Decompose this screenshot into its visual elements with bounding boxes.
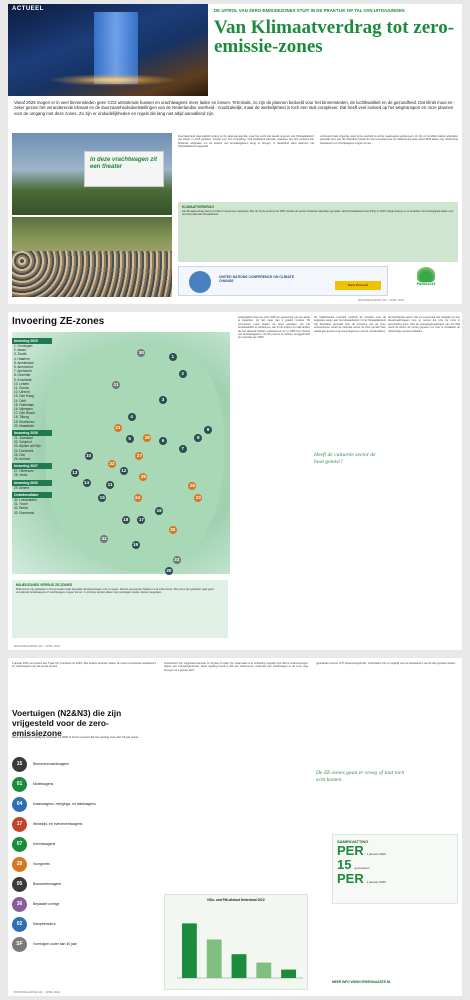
chart-bar bbox=[182, 923, 197, 978]
vehicle-code-badge: SF bbox=[12, 937, 27, 952]
legend-item: 6. Amersfoort bbox=[14, 365, 33, 370]
body-column-a: Duurzaamheid staat wellicht al lang op de nationale agenda, maar het wordt wel steeds urgenter. Het Klimaatakkoord van Parijs, in 2015 gesloten, zorgde voor een versnelling. Ook Nederland tekende, waarmee het zich verbond aan bindende afspraken om de uitstoot van broeikasgassen terug te dringen. In Nederland werd daarvoor het Klimaatakkoord opgesteld. bbox=[178, 135, 314, 149]
vehicle-label: Marktwagens bbox=[33, 782, 54, 786]
map-pin[interactable]: 22 bbox=[109, 460, 115, 466]
vehicle-row bbox=[12, 914, 156, 934]
legend-item: 14. Delft bbox=[14, 398, 26, 403]
summary-small: 1 januari 2030 bbox=[366, 880, 386, 884]
map-pin[interactable]: 4 bbox=[128, 413, 136, 421]
vehicles-title: Voertuigen (N2&N3) die zijn vrijgesteld voor de zero-emissiezone bbox=[12, 708, 122, 738]
legend-item: 1. Groningen bbox=[14, 344, 33, 348]
vehicle-label: Voertuigen ouder dan 40 jaar bbox=[33, 942, 77, 946]
legend-item: 33. Roermond bbox=[14, 510, 35, 515]
map-pin[interactable]: 6 bbox=[159, 437, 167, 445]
legend-item: 10. Leiden bbox=[14, 381, 29, 386]
legend-item: 17. Den Bosch bbox=[14, 411, 35, 416]
vehicle-row bbox=[12, 834, 156, 854]
page-1 bbox=[8, 4, 462, 304]
summary-box bbox=[332, 834, 458, 904]
milieuzones-note bbox=[12, 580, 228, 638]
paris-badge: Paris Protocol bbox=[335, 281, 381, 290]
map-pin[interactable]: 8 bbox=[194, 434, 202, 442]
chart-bar bbox=[232, 954, 247, 978]
map-pin[interactable]: 33 bbox=[174, 556, 180, 562]
legend-year: Invoering 2027 bbox=[12, 463, 52, 469]
legend-item: 19. Eindhoven bbox=[14, 419, 35, 424]
chart-bar bbox=[207, 940, 222, 979]
legend-list bbox=[12, 498, 52, 515]
vehicle-row bbox=[12, 894, 156, 914]
section-tag: ACTUEEL bbox=[12, 6, 44, 12]
map-legend bbox=[12, 336, 52, 515]
legend-year: Invoering 2030 bbox=[12, 480, 52, 486]
trailer-text: in deze vrachtwagen zit een theater bbox=[90, 157, 158, 170]
map-pin[interactable]: 17 bbox=[138, 517, 144, 523]
chart-svg bbox=[165, 902, 309, 988]
legend-item: 24. Dordrecht bbox=[14, 448, 34, 453]
map-land bbox=[46, 346, 224, 572]
page-footer: BOUWMAGAZINE 102 · APRIL 2024 bbox=[14, 990, 61, 994]
map-pin[interactable]: 25 bbox=[140, 474, 146, 479]
page-3 bbox=[8, 658, 462, 996]
hero-photo bbox=[8, 4, 208, 96]
map-pin[interactable]: 30 bbox=[138, 349, 144, 355]
map-pin[interactable]: 31 bbox=[113, 381, 119, 387]
legend-year: Invoering 2026 bbox=[12, 430, 52, 436]
summary-small: gemeenten bbox=[354, 866, 370, 870]
legend-item: 31. Hoorn bbox=[14, 502, 28, 507]
un-logo-icon bbox=[189, 271, 211, 293]
legend-list bbox=[12, 469, 52, 477]
summary-row bbox=[337, 858, 453, 872]
note-title: MILIEUZONES VERSUS ZE-ZONES bbox=[16, 583, 73, 587]
summary-row bbox=[337, 872, 453, 886]
legend-item: 2. Assen bbox=[14, 348, 27, 353]
body-column-2: De Nederlandse overheid verbindt de transitie voor de logistieke sector aan het klimaatbeleid. In het Klimaatakkoord zijn afspraken gemaakt over de invoering van de zero-emissiezones. Heeft de culturele sector de boot gemist? Een aantal gemeenten is al vroeg begonnen met de voorbereiding. bbox=[314, 316, 386, 333]
vehicle-label: Kraanwagens, reinigings- en takelwagens bbox=[33, 802, 96, 806]
klimaatverdrag-box bbox=[178, 202, 458, 262]
legend-item: 3. Zwolle bbox=[14, 352, 27, 357]
vehicle-label: Bewonersvrachtwagens bbox=[33, 762, 69, 766]
body-column-2: Vrachtauto's zijn vrijgesteld wanneer ze 40 jaar of ouder zijn. Daarnaast is er ontheffing mogelijk voor kleine ondernemingen tijdens een overgangsperiode. Deze regeling houdt in dat een ondernemer maximaal één vrachtwagen in de zone mag brengen tot 1 januari 2027. bbox=[164, 662, 308, 672]
leaf-icon bbox=[417, 266, 435, 282]
page-2 bbox=[8, 312, 462, 650]
read-more-link[interactable]: MEER INFO WWW.OPWEGNAARZE.NL bbox=[332, 980, 391, 984]
map-pin[interactable]: 2 bbox=[179, 370, 187, 378]
legend-item: 23. Alphen a/d Rijn bbox=[14, 444, 41, 449]
legend-item: 8. Deventer bbox=[14, 373, 31, 378]
vehicle-code-badge: 04 bbox=[12, 797, 27, 812]
vehicle-row bbox=[12, 854, 156, 874]
summary-small: 1 januari 2025 bbox=[366, 852, 386, 856]
cop21-logo bbox=[394, 266, 458, 296]
map-pin[interactable]: 14 bbox=[83, 479, 90, 485]
vehicle-code-badge: 36 bbox=[12, 897, 27, 912]
summary-big: 15 bbox=[337, 857, 352, 872]
body-column-1: belangrijkste doel om vóór 2030 de opwarming van de aarde te beperken, tot niet meer dan 2 graden Celsius. Dit voornemen moet helpen de hoge gevolgen van het broeikaseffect te voorkomen. Het is het streven om alle landen die het akkoord hebben ondertekend om in 2050 hun uitstoot van broeikasgassen met 95 procent te hebben teruggebracht ten opzichte van 1990. bbox=[238, 316, 310, 340]
vehicle-row bbox=[12, 814, 156, 834]
body-column-3: (gepaarde) vervoer of IP (bewonersgebruik). Onderdelen zijn er mogelijk voor de bestelauto's van de drie grootste steden. bbox=[316, 662, 456, 665]
vehicles-intro: Deze vrijstelling is geldig tot minimaal 1-1-2030 of tot het moment dat het voertuig meer dan 15 jaar oud is. bbox=[12, 736, 139, 739]
theater-truck-photo bbox=[12, 133, 172, 215]
legend-item: 30. Leeuwarden bbox=[14, 497, 37, 502]
chart-bar bbox=[256, 963, 271, 978]
vehicle-code-badge: 02 bbox=[12, 917, 27, 932]
box-text: Het klimaatverdrag stamt uit 1992 en bevat een raamwerk. Met de Kyoto-protocol uit 1997 werden de eerste bindende afspraken gemaakt. Het Klimaatakkoord van Parijs in 2015 volgde daarop en is sindsdien het belangrijkste kader voor het internationale klimaatbeleid. bbox=[182, 210, 454, 217]
map-pin[interactable]: 28 bbox=[170, 526, 176, 532]
pull-quote: De ZE-zones gaan er vroeg of laat toch echt komen. bbox=[316, 770, 405, 783]
vehicle-row bbox=[12, 934, 156, 954]
legend-item: 12. Utrecht bbox=[14, 390, 30, 395]
article-lead: Vanaf 2025 mogen er in veel binnensteden geen CO2-uitstotende bussen en vrachtwagens meer laden en lossen. Terminals, zo zijn de plannen bedoeld voor het binnensteden, de luchtkwaliteit en de gezondheid. Dat klinkt mooi en - zeker gezien het veranderende klimaat en de duurzaamheidsdoelstellingen van de Nederlandse overheid - noodzakelijk, maar de werkelijkheid is toch een stuk complexer. Dat heeft veel invloed op het wegtransport en onze plannen voor de omgang met deze zones. Zo zijn er onduidelijkheden en regels die lang niet altijd aanvallend zijn. bbox=[14, 100, 456, 116]
unfccc-text: UNITED NATIONS CONFERENCE ON CLIMATE CHANGE bbox=[219, 275, 295, 283]
legend-item: 15. Rotterdam bbox=[14, 402, 35, 407]
box-title: KLIMAATVERDRAG bbox=[182, 205, 214, 209]
map-pin[interactable]: 29 bbox=[144, 434, 150, 440]
vehicle-code-badge: 28 bbox=[12, 857, 27, 872]
map-pin[interactable]: 16 bbox=[156, 507, 162, 513]
map-pin[interactable]: 18 bbox=[123, 517, 129, 523]
article-headline: Van Klimaatverdrag tot zero-emissie-zones bbox=[214, 17, 455, 57]
legend-item: 4. Haarlem bbox=[14, 356, 30, 361]
article-kicker: DE UITROL VAN ZERO-EMISSIEZONES STUIT IN DE PRAKTIJK OP TAL VAN UITDAGINGEN bbox=[214, 8, 405, 13]
summary-row bbox=[337, 844, 453, 858]
map-pin[interactable]: 20 bbox=[166, 568, 172, 573]
vehicle-row bbox=[12, 774, 156, 794]
map-pin[interactable]: 10 bbox=[85, 453, 92, 459]
vehicle-label: Wedstrijd- en evenementwagens bbox=[33, 822, 83, 826]
map-pin[interactable]: 7 bbox=[179, 445, 187, 453]
vehicle-code-badge: 15 bbox=[12, 757, 27, 772]
vehicle-row bbox=[12, 794, 156, 814]
map-pin[interactable]: 32 bbox=[101, 536, 107, 542]
vehicle-code-badge: 07 bbox=[12, 837, 27, 852]
legend-item: 32. Breda bbox=[14, 506, 28, 511]
vehicle-code-badge: 05 bbox=[12, 877, 27, 892]
body-column-3: de betreffende sector. Het is nu eenmaal niet mogelijk om een dieselvrachtwagen mee te nemen die voor de zone in aanmerking komt. Met de overgangsregelingen van het Rijk wordt de sector de ruimte gegeven om over te schakelen op uitstootvrije vervoersmiddelen. bbox=[388, 316, 460, 333]
map-pin[interactable]: 13 bbox=[72, 470, 78, 476]
chart-title: NOx- und PM-uitstoot Nederland 2022 bbox=[207, 898, 265, 902]
note-text: Milieuzones zijn gebieden in binnensteden waar bepaalde dieselvoertuigen niet in mogen. Diverse gemeenten hebben nu al milieuzones. ZE-zones zijn gebieden waar geen vervuilende bestelwagens of vrachtwagens mogen komen. In principe worden alleen nog voertuigen zonder uitstoot toegelaten. bbox=[16, 588, 214, 595]
map-pin[interactable]: 23 bbox=[195, 494, 201, 500]
legend-item: 20. Maastricht bbox=[14, 423, 35, 428]
map-pin[interactable]: 19 bbox=[132, 541, 139, 547]
crowd bbox=[12, 251, 172, 297]
chart-bar bbox=[281, 970, 296, 978]
legend-item: 26. Arnhem bbox=[14, 457, 31, 462]
legend-item: 28. Venlo bbox=[14, 473, 28, 478]
legend-item: 27. Hilversum bbox=[14, 469, 34, 474]
legend-year: Onbekend/later bbox=[12, 492, 52, 498]
vehicle-label: Kampeerauto's bbox=[33, 922, 56, 926]
map-title: Invoering ZE-zones bbox=[12, 316, 105, 327]
map-pin[interactable]: 9 bbox=[204, 426, 212, 434]
map-pin[interactable]: 24 bbox=[134, 494, 141, 500]
summary-label: SAMENVATTING bbox=[337, 839, 369, 844]
map-pin[interactable]: 1 bbox=[169, 353, 177, 361]
vehicle-row bbox=[12, 754, 156, 774]
map-pin[interactable]: 11 bbox=[107, 481, 113, 487]
legend-item: 9. Enschede bbox=[14, 377, 32, 382]
emission-chart bbox=[164, 894, 308, 990]
map-pin[interactable]: 5 bbox=[126, 435, 134, 443]
map-section bbox=[8, 312, 233, 650]
legend-item: 11. Gouda bbox=[14, 386, 29, 391]
vehicle-label: Brandweerwagens bbox=[33, 882, 62, 886]
legend-item: 25. Ede bbox=[14, 452, 25, 457]
summary-big: PER bbox=[337, 843, 364, 858]
legend-item: 16. Nijmegen bbox=[14, 407, 33, 412]
legend-item: 13. Den Haag bbox=[14, 394, 34, 399]
cop21-label: PARIS2015 bbox=[416, 282, 436, 286]
pull-quote: Heeft de culturele sector de boot gemist? bbox=[314, 452, 376, 465]
vehicle-row bbox=[12, 874, 156, 894]
street-lights bbox=[48, 74, 178, 86]
vehicle-code-badge: 01 bbox=[12, 777, 27, 792]
vehicle-label: Voorgevels bbox=[33, 862, 50, 866]
vehicle-label: Bepaalde overige bbox=[33, 902, 60, 906]
crowd-photo bbox=[12, 217, 172, 297]
legend-item: 18. Tilburg bbox=[14, 415, 29, 420]
summary-items bbox=[337, 844, 453, 886]
map-pin[interactable]: 3 bbox=[159, 396, 167, 404]
legend-item: 22. Schiphol bbox=[14, 440, 32, 445]
map-pin[interactable]: 27 bbox=[136, 453, 143, 459]
legend-item: 21. Zaanstad bbox=[14, 436, 33, 441]
body-column-1: 1 januari 2025 met ouders dan 5 jaar zijn (voorheen tot 2030). Met andere woorden: alleen de meest vervuilende bestelauto's en vrachtwagens zijn als eerste de klos. bbox=[12, 662, 156, 669]
legend-list bbox=[12, 344, 52, 428]
map-pin[interactable]: 26 bbox=[189, 483, 195, 489]
legend-item: 29. Almere bbox=[14, 485, 30, 490]
legend-list bbox=[12, 486, 52, 490]
vehicle-code-badge: 17 bbox=[12, 817, 27, 832]
page-footer: BOUWMAGAZINE 102 · APRIL 2024 bbox=[358, 298, 405, 302]
map-pin[interactable]: 12 bbox=[121, 468, 127, 474]
map-pin[interactable]: 21 bbox=[115, 425, 121, 431]
legend-year: Invoering 2025 bbox=[12, 338, 52, 344]
summary-big: PER bbox=[337, 871, 364, 886]
vehicles-list bbox=[12, 754, 156, 954]
vehicle-label: Kermiswagens bbox=[33, 842, 56, 846]
map-pin[interactable]: 15 bbox=[99, 494, 105, 500]
unfccc-banner bbox=[178, 266, 388, 296]
legend-item: 5. Amsterdam bbox=[14, 360, 34, 365]
legend-item: 7. Apeldoorn bbox=[14, 369, 32, 374]
legend-list bbox=[12, 436, 52, 461]
page-footer: BOUWMAGAZINE 102 · APRIL 2024 bbox=[14, 644, 61, 648]
body-column-b: voorbeeld zoals Urgenda, werd onze overheid tot echte maatregelen gedwongen. Zo zijn er inmiddels talloze afspraken gemaakt. Een van die afspraken betreft de zero-emissiezones: de stadscentra waar vanaf 2025 alleen nog uitstootvrije bestelauto's en vrachtwagens mogen komen. bbox=[320, 135, 458, 145]
